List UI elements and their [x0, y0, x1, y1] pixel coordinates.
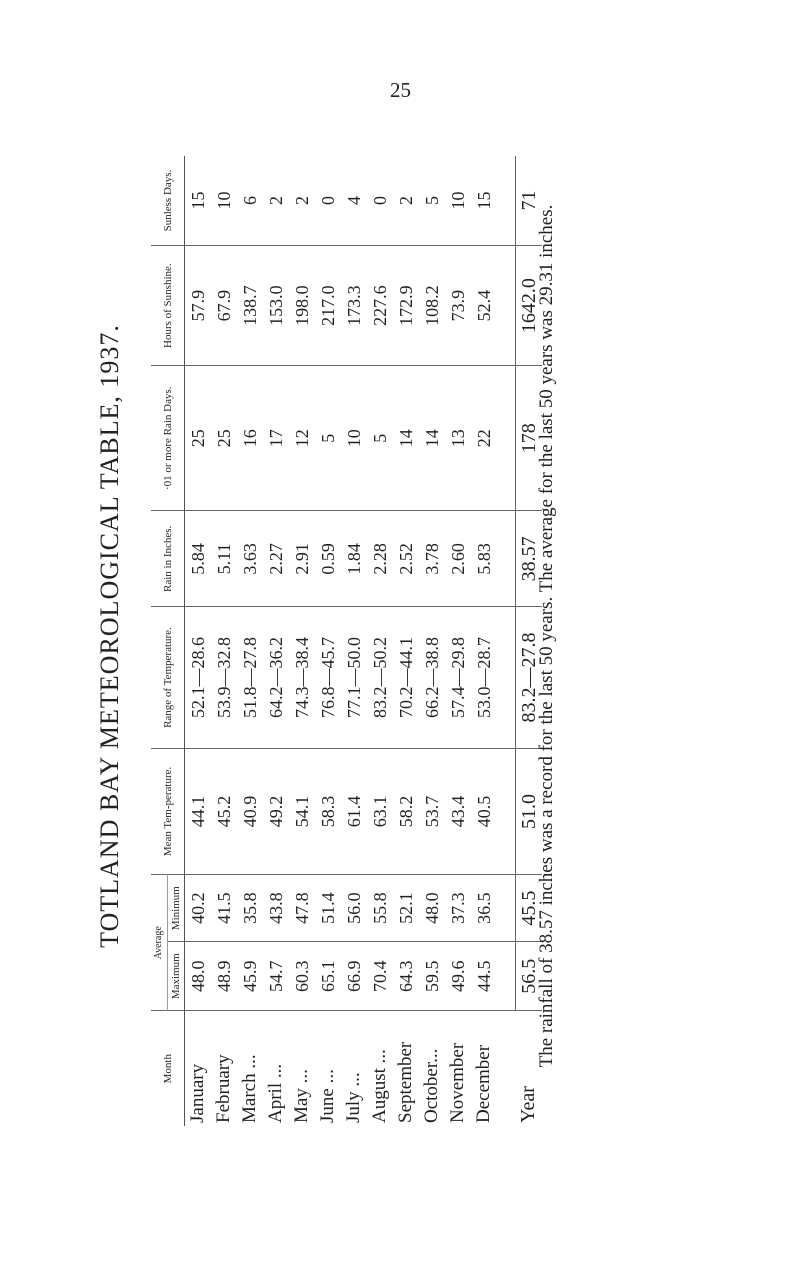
year-sunshine-cell: 1642.0	[516, 246, 543, 366]
rain-days-cell: 25	[185, 366, 212, 511]
table-row	[211, 156, 237, 1126]
maximum-cell: 54.7	[263, 942, 289, 1011]
month-cell: March ...	[239, 1054, 260, 1123]
month-cell: August ...	[369, 1049, 390, 1123]
year-sunless-cell: 71	[516, 156, 543, 246]
rotated-table-block	[95, 146, 593, 1126]
month-cell: July ...	[343, 1072, 364, 1123]
mean-cell: 61.4	[341, 748, 367, 874]
header-rain: Rain in Inches.	[151, 511, 185, 607]
rain-cell: 5.83	[471, 511, 497, 607]
mean-cell: 53.7	[419, 748, 445, 874]
sunless-cell: 10	[211, 156, 237, 246]
minimum-cell: 41.5	[211, 875, 237, 942]
rain-days-cell: 10	[341, 366, 367, 511]
maximum-cell: 65.1	[315, 942, 341, 1011]
header-average: Average	[151, 875, 168, 1011]
sunless-cell: 10	[445, 156, 471, 246]
range-cell: 83.2—50.2	[367, 607, 393, 748]
year-rain-cell: 38.57	[516, 511, 543, 607]
range-cell: 57.4—29.8	[445, 607, 471, 748]
rain-cell: 3.78	[419, 511, 445, 607]
rain-cell: 0.59	[315, 511, 341, 607]
sunless-cell: 0	[315, 156, 341, 246]
year-minimum-cell: 45.5	[516, 875, 543, 942]
minimum-cell: 51.4	[315, 875, 341, 942]
range-cell: 76.8—45.7	[315, 607, 341, 748]
minimum-cell: 40.2	[185, 875, 212, 942]
rain-days-cell: 12	[289, 366, 315, 511]
rain-days-cell: 13	[445, 366, 471, 511]
month-cell: April ...	[265, 1063, 286, 1123]
rain-days-cell: 17	[263, 366, 289, 511]
rain-cell: 2.91	[289, 511, 315, 607]
sunshine-cell: 227.6	[367, 246, 393, 366]
rain-days-cell: 25	[211, 366, 237, 511]
rain-days-cell: 22	[471, 366, 497, 511]
mean-cell: 58.2	[393, 748, 419, 874]
rain-days-cell: 5	[367, 366, 393, 511]
table-row	[237, 156, 263, 1126]
mean-cell: 43.4	[445, 748, 471, 874]
year-maximum-cell: 56.5	[516, 942, 543, 1011]
range-cell: 53.0—28.7	[471, 607, 497, 748]
meteorological-table	[151, 156, 540, 1126]
maximum-cell: 45.9	[237, 942, 263, 1011]
range-cell: 52.1—28.6	[185, 607, 212, 748]
mean-cell: 40.9	[237, 748, 263, 874]
sunless-cell: 2	[263, 156, 289, 246]
month-cell: December	[473, 1044, 494, 1123]
rain-days-cell: 5	[315, 366, 341, 511]
range-cell: 53.9—32.8	[211, 607, 237, 748]
maximum-cell: 59.5	[419, 942, 445, 1011]
month-cell: January	[187, 1063, 208, 1123]
table-title: TOTLAND BAY METEOROLOGICAL TABLE, 1937.	[95, 324, 124, 948]
rain-cell: 2.52	[393, 511, 419, 607]
header-sunless: Sunless Days.	[151, 156, 185, 246]
year-month-cell: Year	[517, 1086, 540, 1123]
spacer-cell	[497, 366, 516, 511]
sunshine-cell: 217.0	[315, 246, 341, 366]
range-cell: 70.2—44.1	[393, 607, 419, 748]
sunless-cell: 6	[237, 156, 263, 246]
spacer-cell	[497, 875, 516, 942]
footnote: The rainfall of 38.57 inches was a record for the last 50 years. The average for the last 50 years was 29.31 inches.	[536, 204, 557, 1068]
rain-days-cell: 14	[419, 366, 445, 511]
spacer-cell	[497, 156, 516, 246]
sunshine-cell: 57.9	[185, 246, 212, 366]
year-range-cell: 83.2—27.8	[516, 607, 543, 748]
table-row	[445, 156, 471, 1126]
sunless-cell: 2	[289, 156, 315, 246]
mean-cell: 45.2	[211, 748, 237, 874]
year-mean-cell: 51.0	[516, 748, 543, 874]
table-row	[367, 156, 393, 1126]
header-range: Range of Temperature.	[151, 607, 185, 748]
minimum-cell: 35.8	[237, 875, 263, 942]
table-row	[263, 156, 289, 1126]
sunshine-cell: 138.7	[237, 246, 263, 366]
sunshine-cell: 153.0	[263, 246, 289, 366]
sunless-cell: 0	[367, 156, 393, 246]
maximum-cell: 49.6	[445, 942, 471, 1011]
maximum-cell: 60.3	[289, 942, 315, 1011]
sunshine-cell: 73.9	[445, 246, 471, 366]
header-sunshine: Hours of Sunshine.	[151, 246, 185, 366]
table-row	[341, 156, 367, 1126]
page-number: 25	[390, 78, 411, 102]
spacer-cell	[497, 607, 516, 748]
header-maximum: Maximum	[168, 942, 185, 1011]
range-cell: 77.1—50.0	[341, 607, 367, 748]
minimum-cell: 43.8	[263, 875, 289, 942]
rain-days-cell: 14	[393, 366, 419, 511]
spacer-row	[497, 156, 516, 1126]
header-month: Month	[151, 1011, 185, 1126]
header-minimum: Minimum	[168, 875, 185, 942]
minimum-cell: 52.1	[393, 875, 419, 942]
rain-cell: 2.60	[445, 511, 471, 607]
sunless-cell: 4	[341, 156, 367, 246]
sunless-cell: 5	[419, 156, 445, 246]
range-cell: 66.2—38.8	[419, 607, 445, 748]
mean-cell: 40.5	[471, 748, 497, 874]
minimum-cell: 56.0	[341, 875, 367, 942]
rain-days-cell: 16	[237, 366, 263, 511]
minimum-cell: 48.0	[419, 875, 445, 942]
table-row	[185, 156, 212, 1126]
spacer-cell	[497, 511, 516, 607]
maximum-cell: 48.9	[211, 942, 237, 1011]
minimum-cell: 36.5	[471, 875, 497, 942]
sunshine-cell: 67.9	[211, 246, 237, 366]
month-cell: September	[395, 1041, 416, 1123]
data-table	[151, 156, 542, 1126]
spacer-cell	[497, 748, 516, 874]
minimum-cell: 55.8	[367, 875, 393, 942]
mean-cell: 54.1	[289, 748, 315, 874]
month-cell: May ...	[291, 1069, 312, 1123]
sunless-cell: 15	[185, 156, 212, 246]
rain-cell: 5.84	[185, 511, 212, 607]
month-cell: June ...	[317, 1069, 338, 1123]
month-cell: October...	[421, 1048, 442, 1123]
sunless-cell: 15	[471, 156, 497, 246]
sunless-cell: 2	[393, 156, 419, 246]
range-cell: 51.8—27.8	[237, 607, 263, 748]
rain-cell: 5.11	[211, 511, 237, 607]
maximum-cell: 64.3	[393, 942, 419, 1011]
header-mean-temperature: Mean Tem-perature.	[151, 748, 185, 874]
table-row	[315, 156, 341, 1126]
month-cell: February	[213, 1054, 234, 1123]
maximum-cell: 70.4	[367, 942, 393, 1011]
rain-cell: 1.84	[341, 511, 367, 607]
mean-cell: 49.2	[263, 748, 289, 874]
minimum-cell: 47.8	[289, 875, 315, 942]
table-row	[471, 156, 497, 1126]
rain-cell: 2.28	[367, 511, 393, 607]
mean-cell: 63.1	[367, 748, 393, 874]
mean-cell: 44.1	[185, 748, 212, 874]
sunshine-cell: 108.2	[419, 246, 445, 366]
spacer-cell	[497, 246, 516, 366]
table-row	[393, 156, 419, 1126]
sunshine-cell: 198.0	[289, 246, 315, 366]
header-rain-days: ·01 or more Rain Days.	[151, 366, 185, 511]
month-cell: November	[447, 1042, 468, 1123]
range-cell: 74.3—38.4	[289, 607, 315, 748]
maximum-cell: 44.5	[471, 942, 497, 1011]
sunshine-cell: 172.9	[393, 246, 419, 366]
spacer-cell	[497, 1011, 516, 1126]
rain-cell: 2.27	[263, 511, 289, 607]
range-cell: 64.2—36.2	[263, 607, 289, 748]
table-row	[289, 156, 315, 1126]
year-rain-days-cell: 178	[516, 366, 543, 511]
table-row	[419, 156, 445, 1126]
maximum-cell: 66.9	[341, 942, 367, 1011]
maximum-cell: 48.0	[185, 942, 212, 1011]
sunshine-cell: 173.3	[341, 246, 367, 366]
mean-cell: 58.3	[315, 748, 341, 874]
sunshine-cell: 52.4	[471, 246, 497, 366]
spacer-cell	[497, 942, 516, 1011]
minimum-cell: 37.3	[445, 875, 471, 942]
rain-cell: 3.63	[237, 511, 263, 607]
